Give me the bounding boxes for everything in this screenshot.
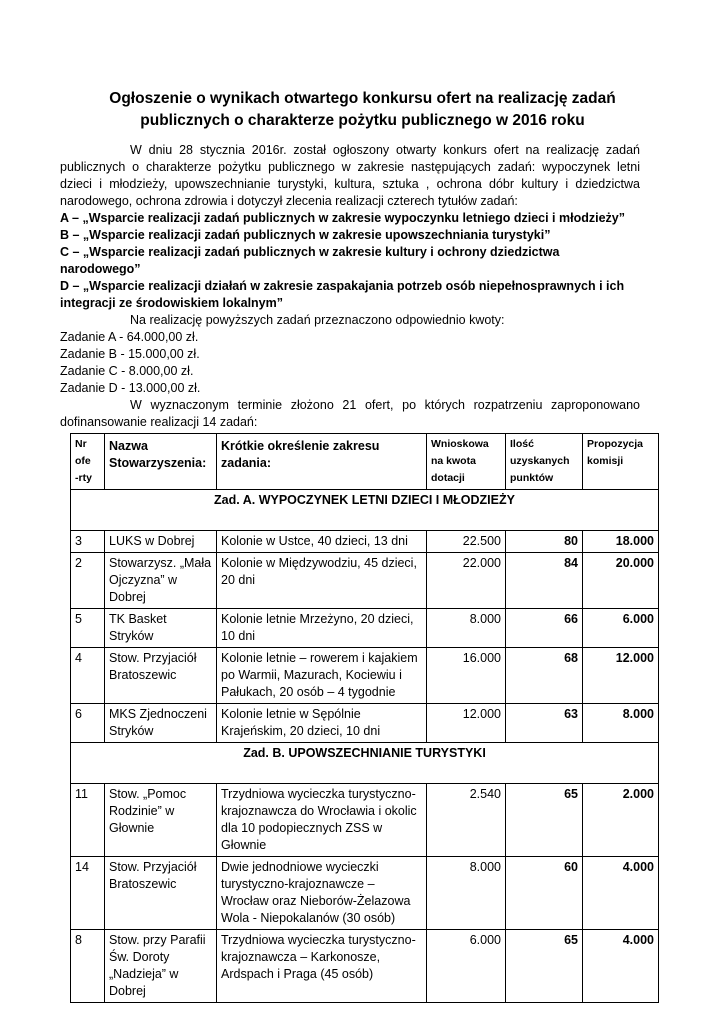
cell-proposal: 6.000 bbox=[583, 609, 659, 648]
cell-name: MKS Zjednoczeni Stryków bbox=[105, 704, 217, 743]
cell-requested: 8.000 bbox=[427, 857, 506, 930]
cell-name: Stow. „Pomoc Rodzinie” w Głownie bbox=[105, 784, 217, 857]
header-points-line-1: Ilość bbox=[510, 438, 534, 450]
cell-nr: 3 bbox=[71, 531, 105, 553]
cell-proposal: 2.000 bbox=[583, 784, 659, 857]
table-row bbox=[71, 930, 659, 1003]
table-row bbox=[71, 609, 659, 648]
cell-scope: Dwie jednodniowe wycieczki turystyczno-krajoznawcze – Wrocław oraz Nieborów-Żelazowa Wola - Niepokalanów (30 osób) bbox=[217, 857, 427, 930]
task-d-line-1: D – „Wsparcie realizacji działań w zakresie zaspakajania potrzeb osób niepełnosprawnych i ich bbox=[60, 279, 625, 293]
cell-name: Stow. Przyjaciół Bratoszewic bbox=[105, 857, 217, 930]
cell-nr: 6 bbox=[71, 704, 105, 743]
table-header-row bbox=[71, 434, 659, 490]
header-requested-line-2: na kwota bbox=[431, 455, 476, 467]
cell-proposal: 18.000 bbox=[583, 531, 659, 553]
amount-a: Zadanie A - 64.000,00 zł. bbox=[60, 330, 199, 344]
table-row bbox=[71, 784, 659, 857]
header-points-line-3: punktów bbox=[510, 472, 554, 484]
header-nr-line-3: -rty bbox=[75, 472, 92, 484]
cell-name: Stowarzysz. „Mała Ojczyzna” w Dobrej bbox=[105, 553, 217, 609]
cell-name: LUKS w Dobrej bbox=[105, 531, 217, 553]
table-row bbox=[71, 857, 659, 930]
table-row bbox=[71, 704, 659, 743]
cell-requested: 22.500 bbox=[427, 531, 506, 553]
cell-requested: 6.000 bbox=[427, 930, 506, 1003]
cell-requested: 22.000 bbox=[427, 553, 506, 609]
section-title-b: Zad. B. UPOWSZECHNIANIE TURYSTYKI bbox=[71, 743, 659, 784]
cell-requested: 8.000 bbox=[427, 609, 506, 648]
header-points-line-2: uzyskanych bbox=[510, 455, 570, 467]
cell-points: 60 bbox=[506, 857, 583, 930]
table-row bbox=[71, 648, 659, 704]
header-name-line-1: Nazwa bbox=[109, 439, 148, 453]
cell-points: 63 bbox=[506, 704, 583, 743]
cell-points: 80 bbox=[506, 531, 583, 553]
task-c: C – „Wsparcie realizacji zadań publicznych w zakresie kultury i ochrony dziedzictwa narodowego” bbox=[60, 245, 560, 276]
section-title-a: Zad. A. WYPOCZYNEK LETNI DZIECI I MŁODZIEŻY bbox=[71, 490, 659, 531]
cell-name: Stow. Przyjaciół Bratoszewic bbox=[105, 648, 217, 704]
amount-b: Zadanie B - 15.000,00 zł. bbox=[60, 347, 200, 361]
cell-scope: Kolonie w Ustce, 40 dzieci, 13 dni bbox=[217, 531, 427, 553]
header-requested bbox=[427, 434, 506, 490]
closing-paragraph: W wyznaczonym terminie złożono 21 ofert, po których rozpatrzeniu zaproponowano dofinansowanie realizacji 14 zadań: bbox=[60, 398, 640, 429]
header-nr-line-2: ofe bbox=[75, 455, 91, 467]
header-proposal-line-1: Propozycja bbox=[587, 438, 644, 450]
task-d-line-2: integracji ze środowiskiem lokalnym” bbox=[60, 296, 283, 310]
cell-points: 65 bbox=[506, 784, 583, 857]
funds-intro: Na realizację powyższych zadań przeznaczono odpowiednio kwoty: bbox=[130, 313, 505, 327]
table-row bbox=[71, 553, 659, 609]
cell-points: 68 bbox=[506, 648, 583, 704]
header-name bbox=[105, 434, 217, 490]
title-line-2: publicznych o charakterze pożytku publicznego w 2016 roku bbox=[140, 112, 585, 129]
cell-nr: 5 bbox=[71, 609, 105, 648]
cell-proposal: 4.000 bbox=[583, 930, 659, 1003]
table-row bbox=[71, 531, 659, 553]
cell-scope: Kolonie w Międzywodziu, 45 dzieci, 20 dni bbox=[217, 553, 427, 609]
header-name-line-2: Stowarzyszenia: bbox=[109, 456, 207, 470]
header-requested-line-3: dotacji bbox=[431, 472, 465, 484]
header-points bbox=[506, 434, 583, 490]
cell-proposal: 20.000 bbox=[583, 553, 659, 609]
title-line-1: Ogłoszenie o wynikach otwartego konkursu ofert na realizację zadań bbox=[109, 90, 616, 107]
cell-name: Stow. przy Parafii Św. Doroty „Nadzieja” w Dobrej bbox=[105, 930, 217, 1003]
cell-name: TK Basket Stryków bbox=[105, 609, 217, 648]
cell-nr: 8 bbox=[71, 930, 105, 1003]
cell-scope: Kolonie letnie – rowerem i kajakiem po Warmii, Mazurach, Kociewiu i Pałukach, 20 osób – 4 tygodnie bbox=[217, 648, 427, 704]
header-requested-line-1: Wnioskowa bbox=[431, 438, 489, 450]
cell-points: 66 bbox=[506, 609, 583, 648]
cell-proposal: 12.000 bbox=[583, 648, 659, 704]
task-a: A – „Wsparcie realizacji zadań publicznych w zakresie wypoczynku letniego dzieci i młodzieży” bbox=[60, 211, 625, 225]
cell-scope: Trzydniowa wycieczka turystyczno-krajoznawcza do Wrocławia i okolic dla 10 podopiecznych ZSS w Głownie bbox=[217, 784, 427, 857]
header-nr-line-1: Nr bbox=[75, 438, 87, 450]
cell-requested: 12.000 bbox=[427, 704, 506, 743]
cell-requested: 2.540 bbox=[427, 784, 506, 857]
header-proposal bbox=[583, 434, 659, 490]
header-scope: Krótkie określenie zakresu zadania: bbox=[217, 434, 427, 490]
task-b: B – „Wsparcie realizacji zadań publicznych w zakresie upowszechniania turystyki” bbox=[60, 228, 551, 242]
intro-paragraph: W dniu 28 stycznia 2016r. został ogłoszony otwarty konkurs ofert na realizację zadań publicznych o charakterze pożytku publicznego w zakresie następujących zadań: wypoczynek letni dzieci i młodzieży, upowszechnianie turystyki, kultura, sztuka , ochrona dóbr kultury i dziedzictwa narodowego, ochrona zdrowia i dotyczył zlecenia realizacji czterech tytułów zadań: bbox=[60, 143, 640, 208]
cell-nr: 2 bbox=[71, 553, 105, 609]
document-title bbox=[70, 88, 655, 132]
cell-nr: 4 bbox=[71, 648, 105, 704]
header-proposal-line-2: komisji bbox=[587, 455, 624, 467]
cell-proposal: 8.000 bbox=[583, 704, 659, 743]
cell-points: 65 bbox=[506, 930, 583, 1003]
header-nr bbox=[71, 434, 105, 490]
cell-proposal: 4.000 bbox=[583, 857, 659, 930]
section-row-b bbox=[71, 743, 659, 784]
cell-scope: Kolonie letnie w Sępólnie Krajeńskim, 20 dzieci, 10 dni bbox=[217, 704, 427, 743]
cell-scope: Kolonie letnie Mrzeżyno, 20 dzieci, 10 dni bbox=[217, 609, 427, 648]
cell-scope: Trzydniowa wycieczka turystyczno-krajoznawcza – Karkonosze, Ardspach i Praga (45 osób) bbox=[217, 930, 427, 1003]
intro-section bbox=[60, 142, 640, 431]
cell-points: 84 bbox=[506, 553, 583, 609]
amount-c: Zadanie C - 8.000,00 zł. bbox=[60, 364, 194, 378]
amount-d: Zadanie D - 13.000,00 zł. bbox=[60, 381, 201, 395]
section-row-a bbox=[71, 490, 659, 531]
cell-requested: 16.000 bbox=[427, 648, 506, 704]
cell-nr: 11 bbox=[71, 784, 105, 857]
results-table bbox=[70, 433, 659, 1003]
cell-nr: 14 bbox=[71, 857, 105, 930]
